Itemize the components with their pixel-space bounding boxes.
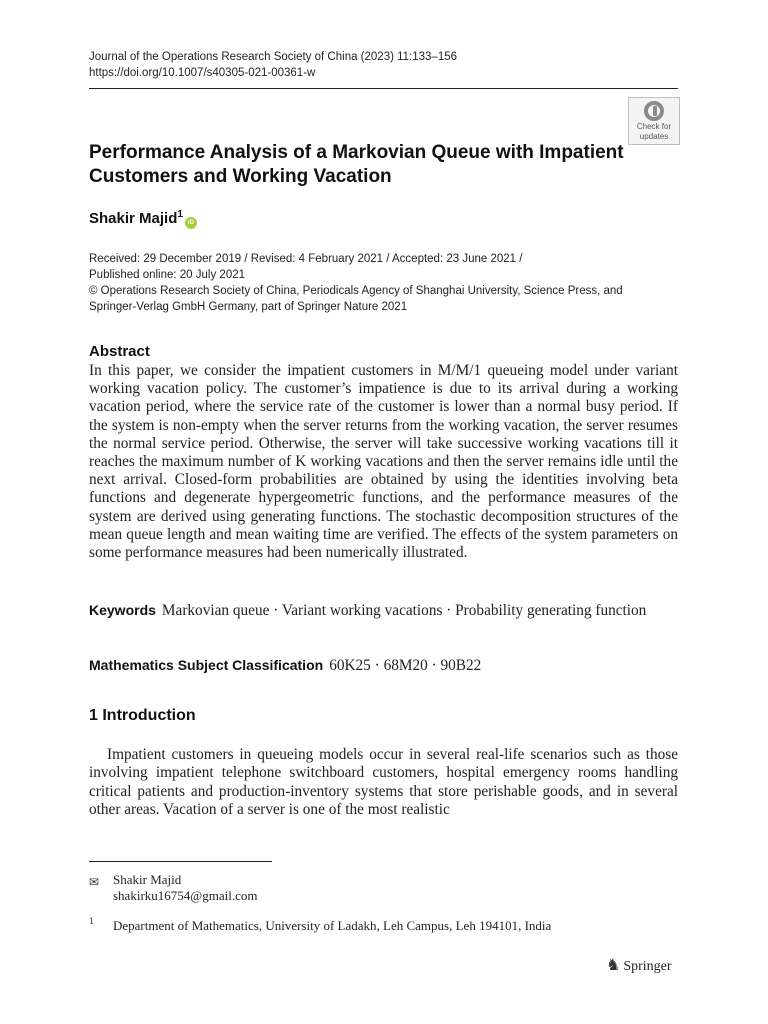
keywords xyxy=(89,601,678,620)
badge-line-2: updates xyxy=(639,132,669,141)
author-name: Shakir Majid xyxy=(89,210,178,227)
springer-horse-icon: ♞ xyxy=(606,957,621,974)
corresponding-author xyxy=(113,872,257,904)
corresponding-name: Shakir Majid xyxy=(113,872,182,887)
corresponding-email[interactable]: shakirku16754@gmail.com xyxy=(113,888,258,903)
check-updates-icon xyxy=(644,101,664,121)
author-affil-mark: 1 xyxy=(177,209,183,220)
journal-citation: Journal of the Operations Research Society of China (2023) 11:133–156 xyxy=(89,51,458,63)
footnote-rule xyxy=(89,861,272,862)
publication-history xyxy=(89,251,623,315)
introduction-heading: 1 Introduction xyxy=(89,707,196,724)
affiliation-text: Department of Mathematics, University of Ladakh, Leh Campus, Leh 194101, India xyxy=(113,918,552,933)
check-for-updates-badge[interactable] xyxy=(628,97,680,145)
publisher-logo xyxy=(606,955,672,975)
msc-classification xyxy=(89,656,481,675)
keywords-text: Markovian queue · Variant working vacations · Probability generating function xyxy=(161,602,647,619)
history-line-2: Published online: 20 July 2021 xyxy=(89,269,246,281)
copyright-line-2: Springer-Verlag GmbH Germany, part of Springer Nature 2021 xyxy=(89,301,408,313)
envelope-icon: ✉ xyxy=(89,875,100,889)
history-line-1: Received: 29 December 2019 / Revised: 4 February 2021 / Accepted: 23 June 2021 / xyxy=(89,253,523,265)
publisher-name: Springer xyxy=(623,959,672,974)
msc-text: 60K25 · 68M20 · 90B22 xyxy=(329,657,482,674)
header-rule xyxy=(89,88,678,89)
paper-title: Performance Analysis of a Markovian Queue with Impatient Customers and Working Vacation xyxy=(89,142,624,187)
orcid-icon[interactable]: iD xyxy=(185,217,197,229)
author-line xyxy=(89,209,197,229)
affiliation-number: 1 xyxy=(89,916,94,926)
abstract-text: In this paper, we consider the impatient customers in M/M/1 queueing model under variant working vacation policy. The customer’s impatience is due to its arrival during a working vacation period, where the service rate of the customer is lower than a normal busy period. If the system is non-empty when the server returns from the working vacation, the server resumes the normal service period. Otherwise, the server will take successive working vacations till it reaches the maximum number of K working vacations and then the server remains idle until the next arrival. Closed-form probabilities are obtained by using the identities involving beta functions and degenerate hypergeometric functions, and the performance measures of the system are derived using generating functions. The stochastic decomposition structures of the mean queue length and mean waiting time are verified. The effects of the system parameters on some performance measures had been numerically illustrated. xyxy=(89,362,678,562)
journal-header xyxy=(89,49,457,81)
badge-line-1: Check for xyxy=(636,122,672,131)
introduction-text: Impatient customers in queueing models occur in several real-life scenarios such as those involving impatient telephone switchboard customers, hospital emergency rooms handling critical patients and production-inventory systems that store perishable goods, and in several other areas. Vacation of a server is one of the most realistic xyxy=(89,746,678,818)
doi-link[interactable]: https://doi.org/10.1007/s40305-021-00361-w xyxy=(89,67,316,79)
copyright-line-1: © Operations Research Society of China, Periodicals Agency of Shanghai University, Science Press, and xyxy=(89,285,623,297)
abstract-heading: Abstract xyxy=(89,343,150,360)
msc-label: Mathematics Subject Classification xyxy=(89,657,324,673)
keywords-label: Keywords xyxy=(89,602,156,618)
